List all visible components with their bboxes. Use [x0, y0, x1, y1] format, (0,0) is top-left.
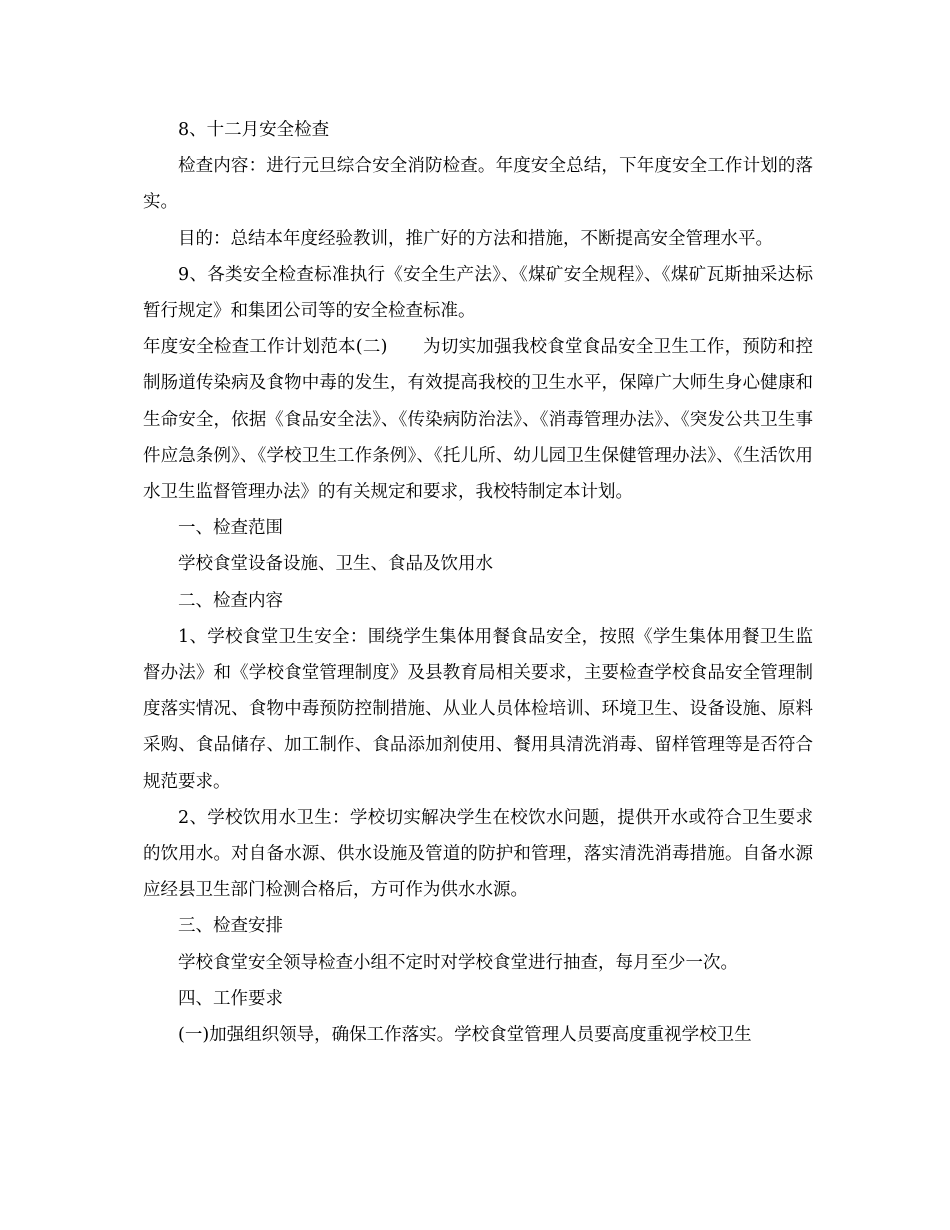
- paragraph-scope: 学校食堂设备设施、卫生、食品及饮用水: [178, 554, 493, 575]
- document-body: [143, 112, 813, 1053]
- section-heading-arrangement: 三、检查安排: [178, 916, 283, 937]
- paragraph-canteen-safety: 1、学校食堂卫生安全：围绕学生集体用餐食品安全，按照《学生集体用餐卫生监督办法》和《学校食堂管理制度》及县教育局相关要求，主要检查学校食品安全管理制度落实情况、食物中毒预防控制措施、从业人员体检培训、环境卫生、设备设施、原料采购、食品储存、加工制作、食品添加剂使用、餐用具清洗消毒、留样管理等是否符合规范要求。: [143, 626, 813, 792]
- section-heading-scope: 一、检查范围: [178, 518, 283, 539]
- paragraph-plan-template-two-intro: 年度安全检查工作计划范本(二) 为切实加强我校食堂食品安全卫生工作，预防和控制肠道传染病及食物中毒的发生，有效提高我校的卫生水平，保障广大师生身心健康和生命安全，依据《食品安全法》、《传染病防治法》、《消毒管理办法》、《突发公共卫生事件应急条例》、《学校卫生工作条例》、《托儿所、幼儿园卫生保健管理办法》、《生活饮用水卫生监督管理办法》的有关规定和要求，我校特制定本计划。: [143, 337, 813, 503]
- paragraph-inspection-content: 检查内容：进行元旦综合安全消防检查。年度安全总结，下年度安全工作计划的落实。: [143, 156, 813, 213]
- paragraph-purpose: 目的：总结本年度经验教训，推广好的方法和措施，不断提高安全管理水平。: [178, 228, 773, 249]
- section-heading-requirements: 四、工作要求: [178, 988, 283, 1009]
- paragraph-requirement-one: (一)加强组织领导，确保工作落实。学校食堂管理人员要高度重视学校卫生: [178, 1025, 752, 1046]
- paragraph-inspection-standards: 9、各类安全检查标准执行《安全生产法》、《煤矿安全规程》、《煤矿瓦斯抽采达标暂行规定》和集团公司等的安全检查标准。: [143, 264, 813, 322]
- section-heading-content: 二、检查内容: [178, 590, 283, 611]
- paragraph-drinking-water: 2、学校饮用水卫生：学校切实解决学生在校饮水问题，提供开水或符合卫生要求的饮用水。对自备水源、供水设施及管道的防护和管理，落实清洗消毒措施。自备水源应经县卫生部门检测合格后，方可作为供水水源。: [143, 807, 813, 901]
- paragraph-december-inspection-heading: 8、十二月安全检查: [178, 120, 330, 140]
- paragraph-arrangement: 学校食堂安全领导检查小组不定时对学校食堂进行抽查，每月至少一次。: [178, 952, 738, 973]
